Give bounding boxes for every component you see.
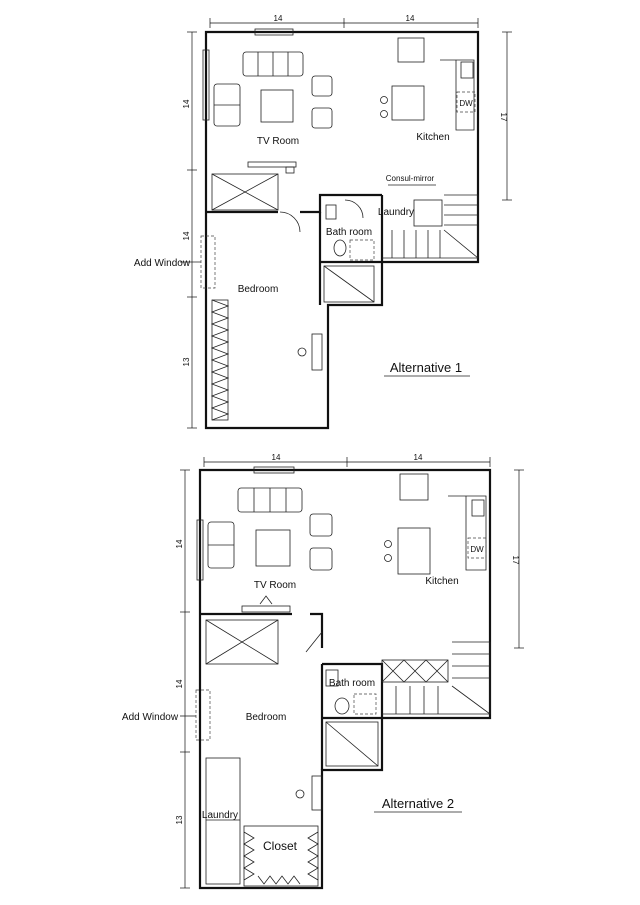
dim-left-middle: 14 <box>182 231 191 241</box>
armchair-2 <box>312 108 332 128</box>
bedroom-door <box>280 212 300 232</box>
laundry-label: Laundry <box>377 207 415 218</box>
coffee-table-2 <box>256 530 290 566</box>
dimension-lines-1 <box>187 18 512 428</box>
fridge-2 <box>400 474 428 500</box>
kitchen-counter-2 <box>448 496 486 570</box>
sink-2 <box>472 500 484 516</box>
laundry2-label: Laundry <box>201 810 239 821</box>
bathroom2-label: Bath room <box>328 678 376 689</box>
add-window-label: Add Window <box>133 258 191 269</box>
toilet-2 <box>335 698 349 714</box>
storage-closet-2 <box>206 620 278 664</box>
stool2-2 <box>385 555 392 562</box>
dishwasher2-label: DW <box>470 545 484 554</box>
stool2-1 <box>385 541 392 548</box>
consul-mirror-label: Consul-mirror <box>385 174 435 183</box>
fridge <box>398 38 424 62</box>
bedroom2-door <box>306 632 322 652</box>
tv-unit-2 <box>242 596 290 612</box>
closet-label: Closet <box>262 839 298 853</box>
stool-2 <box>381 111 388 118</box>
dim2-left-upper: 14 <box>175 539 184 549</box>
storage-closet <box>212 174 278 210</box>
kitchen-island <box>392 86 424 120</box>
walk-in-closet <box>244 826 318 886</box>
toilet <box>334 240 346 256</box>
vanity <box>350 240 374 260</box>
add-window2-label: Add Window <box>121 712 179 723</box>
plan-alternative-2 <box>122 453 524 888</box>
tv-unit <box>248 162 296 173</box>
wardrobe <box>212 300 228 420</box>
sink <box>461 62 473 78</box>
dim-top-left: 14 <box>273 14 283 23</box>
desk-chair <box>298 348 306 356</box>
add-window2-marker <box>180 690 210 740</box>
kitchen-island-2 <box>398 528 430 574</box>
dishwasher-label: DW <box>459 99 473 108</box>
desk-chair-2 <box>296 790 304 798</box>
dim2-left-middle: 14 <box>175 679 184 689</box>
dim-top-right: 14 <box>405 14 415 23</box>
dim2-top-left: 14 <box>271 453 281 462</box>
kitchen2-label: Kitchen <box>425 576 459 587</box>
desk <box>312 334 322 370</box>
washer <box>414 200 442 226</box>
laundry-cabinet <box>206 758 240 884</box>
coffee-table <box>261 90 293 122</box>
plan-alternative-1 <box>134 14 512 428</box>
sofa-top <box>243 52 303 76</box>
staircase <box>382 195 478 258</box>
dim2-left-lower: 13 <box>175 815 184 825</box>
stool-1 <box>381 97 388 104</box>
hall-cabinets <box>382 660 448 682</box>
plan-title-1: Alternative 1 <box>389 360 463 375</box>
sofa2-top <box>238 488 302 512</box>
dim-left-upper: 14 <box>182 99 191 109</box>
shower <box>324 266 374 302</box>
staircase-2 <box>382 642 490 714</box>
desk-2 <box>312 776 322 810</box>
bath-door <box>345 200 363 218</box>
armchair2-2 <box>310 548 332 570</box>
vanity-2 <box>354 694 376 714</box>
tv-room-label: TV Room <box>256 136 300 147</box>
armchair-1 <box>312 76 332 96</box>
bedroom2-label: Bedroom <box>245 712 287 723</box>
bedroom-label: Bedroom <box>237 284 279 295</box>
sofa2-left <box>208 522 234 568</box>
tv-room2-label: TV Room <box>253 580 297 591</box>
dim-right: 17 <box>499 112 508 122</box>
shower-2 <box>326 722 378 766</box>
bathroom-label: Bath room <box>325 227 373 238</box>
dim-left-lower: 13 <box>182 357 191 367</box>
kitchen-label: Kitchen <box>416 132 450 143</box>
sofa-left <box>214 84 240 126</box>
plan-title-2: Alternative 2 <box>381 796 455 811</box>
armchair2-1 <box>310 514 332 536</box>
dim2-top-right: 14 <box>413 453 423 462</box>
dim2-right: 17 <box>511 555 520 565</box>
bath-sink <box>326 205 336 219</box>
